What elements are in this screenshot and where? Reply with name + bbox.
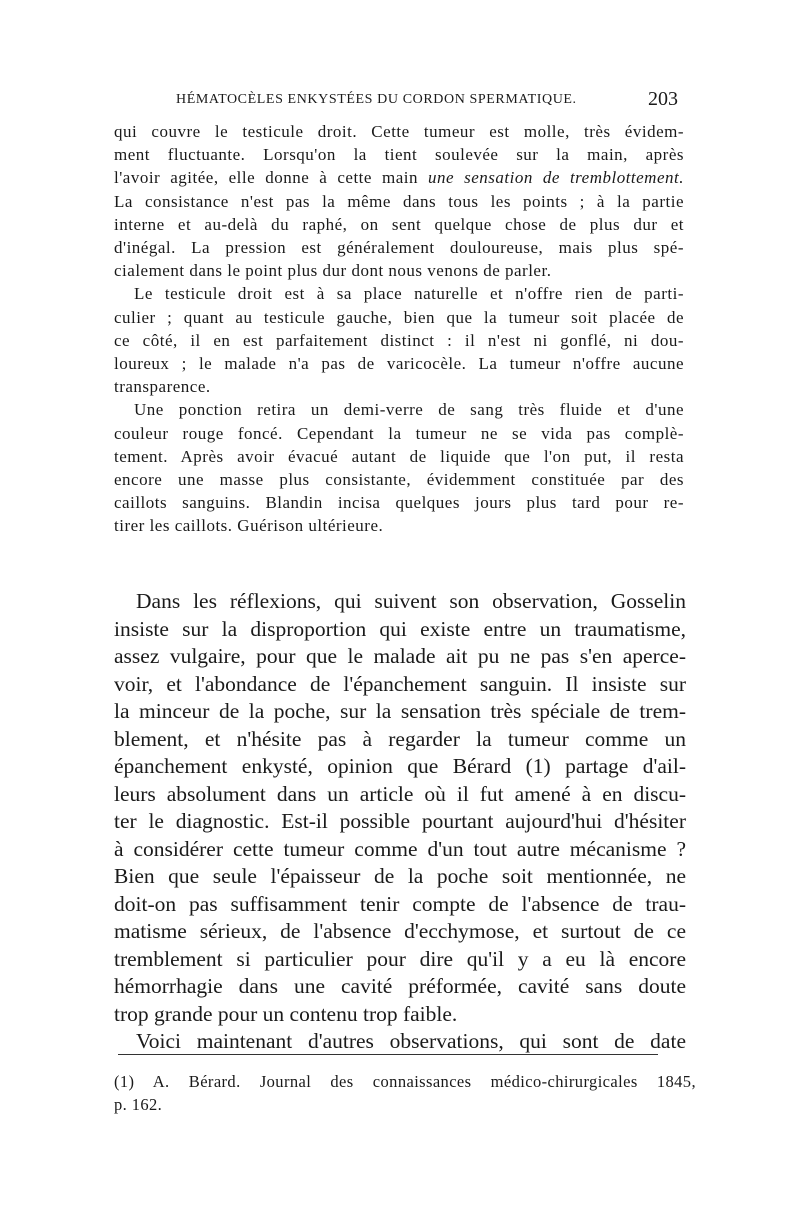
text-line: Une ponction retira un demi-verre de sang très fluide et d'une: [134, 400, 684, 420]
main-paragraph-1: [114, 588, 686, 1028]
text-line: d'inégal. La pression est généralement douloureuse, mais plus spé-: [114, 238, 684, 258]
text-line: épanchement enkysté, opinion que Bérard (1) partage d'ail-: [114, 754, 686, 778]
text-line: trop grande pour un contenu trop faible.: [114, 1001, 458, 1026]
text-line: insiste sur la disproportion qui existe entre un traumatisme,: [114, 616, 686, 641]
text-line: tremblement si particulier pour dire qu'il y a eu là encore: [114, 946, 686, 971]
text-line: assez vulgaire, pour que le malade ait pu ne pas s'en aperce-: [114, 644, 686, 668]
text-line: encore une masse plus consistante, évidemment constituée par des: [114, 470, 684, 490]
observation-text: [114, 120, 684, 538]
text-line: loureux ; le malade n'a pas de varicocèle. La tumeur n'offre aucune: [114, 354, 684, 374]
text-line: culier ; quant au testicule gauche, bien que la tumeur soit placée de: [114, 307, 684, 327]
text-line: transparence.: [114, 377, 211, 397]
text-line: tirer les caillots. Guérison ultérieure.: [114, 516, 384, 536]
text-line: la minceur de la poche, sur la sensation très spéciale de trem-: [114, 699, 686, 723]
text-line: Bien que seule l'épaisseur de la poche soit mentionnée, ne: [114, 864, 686, 888]
footnote: [114, 1070, 696, 1116]
text-line: ment fluctuante. Lorsqu'on la tient soulevée sur la main, après: [114, 145, 684, 165]
text-line: interne et au-delà du raphé, on sent quelque chose de plus dur et: [114, 214, 684, 234]
text-line: Dans les réflexions, qui suivent son observation, Gosselin: [136, 589, 686, 613]
text-line: cialement dans le point plus dur dont nous venons de parler.: [114, 261, 552, 281]
text-line: matisme sérieux, de l'absence d'ecchymose, et surtout de ce: [114, 919, 686, 943]
text-line: [114, 166, 684, 189]
running-title: HÉMATOCÈLES ENKYSTÉES DU CORDON SPERMATIQUE.: [176, 92, 577, 107]
footnote-divider: [118, 1054, 658, 1055]
text-line: voir, et l'abondance de l'épanchement sanguin. Il insiste sur: [114, 671, 686, 696]
main-paragraph-2: [114, 1028, 686, 1056]
text-line: blement, et n'hésite pas à regarder la tumeur comme un: [114, 726, 686, 751]
text-line: La consistance n'est pas la même dans tous les points ; à la partie: [114, 191, 684, 211]
text-line: caillots sanguins. Blandin incisa quelques jours plus tard pour re-: [114, 493, 684, 513]
observation-paragraph-2: [114, 282, 684, 398]
observation-paragraph-1: [114, 120, 684, 282]
text-line-start: l'avoir agitée, elle donne à cette main: [114, 168, 429, 188]
observation-paragraph-3: [114, 398, 684, 537]
text-line: Le testicule droit est à sa place naturelle et n'offre rien de parti-: [134, 284, 684, 304]
text-line: hémorrhagie dans une cavité préformée, cavité sans doute: [114, 974, 686, 998]
footnote-line: p. 162.: [114, 1095, 163, 1114]
text-line: à considérer cette tumeur comme d'un tout autre mécanisme ?: [114, 836, 686, 861]
footnote-line: (1) A. Bérard. Journal des connaissances médico-chirurgicales 1845,: [114, 1072, 696, 1091]
main-text: [114, 588, 686, 1056]
text-line: couleur rouge foncé. Cependant la tumeur ne se vida pas complè-: [114, 423, 684, 443]
text-line: ter le diagnostic. Est-il possible pourtant aujourd'hui d'hésiter: [114, 809, 686, 833]
text-line: doit-on pas suffisamment tenir compte de l'absence de trau-: [114, 891, 686, 916]
page-number: 203: [648, 88, 678, 110]
italic-phrase: une sensation de tremblottement.: [428, 168, 684, 188]
text-line: qui couvre le testicule droit. Cette tumeur est molle, très évidem-: [114, 122, 684, 141]
text-line: tement. Après avoir évacué autant de liquide que l'on put, il resta: [114, 446, 684, 466]
text-line: Voici maintenant d'autres observations, qui sont de date: [136, 1029, 686, 1053]
text-line: ce côté, il en est parfaitement distinct : il n'est ni gonflé, ni dou-: [114, 330, 684, 350]
text-line: leurs absolument dans un article où il fut amené à en discu-: [114, 781, 686, 806]
